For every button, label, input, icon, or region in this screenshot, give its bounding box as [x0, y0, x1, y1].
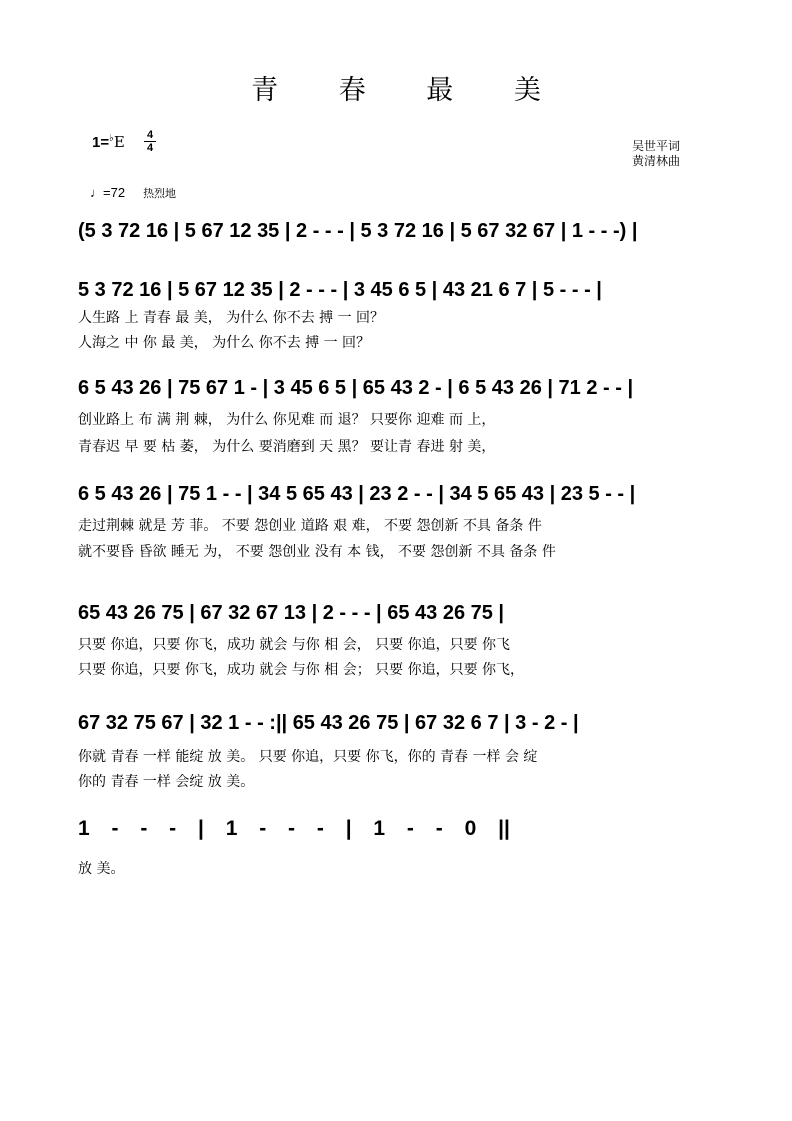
- expression-mark: 热烈地: [143, 188, 177, 200]
- meter-top: 4: [146, 129, 154, 141]
- meter-bottom: 4: [144, 141, 156, 154]
- lyric-line-1: 只要 你追，只要 你飞，成功 就会 与你 相 会， 只要 你追，只要 你飞: [78, 637, 511, 653]
- lyric-line-1: 人生路 上 青春 最 美， 为什么 你不去 搏 一 回？: [78, 310, 385, 326]
- key-prefix: 1=: [92, 134, 110, 151]
- lyric-line-1: 走过荆棘 就是 芳 菲。 不要 怨创业 道路 艰 难， 不要 怨创新 不具 备条 件: [78, 518, 542, 534]
- lyric-line-2: 只要 你追，只要 你飞，成功 就会 与你 相 会； 只要 你追，只要 你飞，: [78, 662, 525, 678]
- system-notes: 1 - - - | 1 - - - | 1 - - 0 ||: [78, 817, 510, 840]
- system-notes: 67 32 75 67 | 32 1 - - :|| 65 43 26 75 | 67 32 6 7 | 3 - 2 - |: [78, 712, 579, 734]
- lyricist: 吴世平词: [632, 139, 681, 153]
- tempo-marking: [90, 185, 176, 201]
- key-note: E: [113, 133, 125, 151]
- lyric-line-2: 青春迟 早 要 枯 萎， 为什么 要消磨到 天 黑？ 要让青 春进 射 美，: [78, 439, 496, 455]
- system-notes: 6 5 43 26 | 75 67 1 - | 3 45 6 5 | 65 43 2 - | 6 5 43 26 | 71 2 - - |: [78, 377, 634, 399]
- system-notes: 65 43 26 75 | 67 32 67 13 | 2 - - - | 65 43 26 75 |: [78, 602, 505, 624]
- time-signature: [144, 129, 156, 154]
- song-title: 青 春 最 美: [251, 75, 567, 106]
- lyric-line-2: 人海之 中 你 最 美， 为什么 你不去 搏 一 回？: [78, 335, 371, 351]
- lyric-line-1: 你就 青春 一样 能绽 放 美。 只要 你追，只要 你飞，你的 青春 一样 会 绽: [78, 749, 538, 765]
- tempo-mark: ♩=72: [90, 185, 126, 200]
- composer: 黄清林曲: [632, 154, 681, 168]
- system-notes: (5 3 72 16 | 5 67 12 35 | 2 - - - | 5 3 72 16 | 5 67 32 67 | 1 - - -) |: [78, 220, 638, 242]
- lyric-line-1: 创业路上 布 满 荆 棘， 为什么 你见难 而 退？ 只要你 迎难 而 上，: [78, 412, 496, 428]
- lyric-line-2: 就不要昏 昏欲 睡无 为， 不要 怨创业 没有 本 钱， 不要 怨创新 不具 备条 件: [78, 544, 556, 560]
- system-notes: 6 5 43 26 | 75 1 - - | 34 5 65 43 | 23 2 - - | 34 5 65 43 | 23 5 - - |: [78, 483, 636, 505]
- lyric-line-1: 放 美。: [78, 861, 125, 877]
- system-notes: 5 3 72 16 | 5 67 12 35 | 2 - - - | 3 45 6 5 | 43 21 6 7 | 5 - - - |: [78, 279, 602, 301]
- credits: [632, 139, 680, 169]
- key-signature: [92, 133, 125, 151]
- flat-symbol: ♭: [109, 133, 114, 144]
- lyric-line-2: 你的 青春 一样 会绽 放 美。: [78, 774, 255, 790]
